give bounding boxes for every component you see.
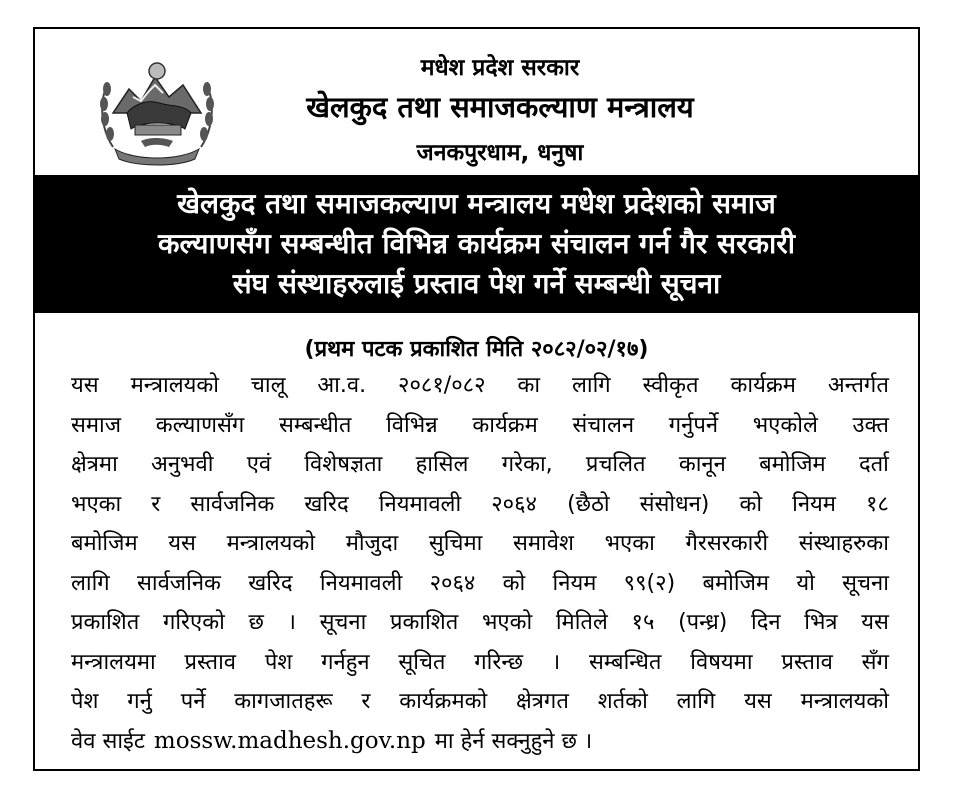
body-word: ९९(२)	[623, 570, 676, 596]
body-word: गरिन्छ	[474, 649, 524, 675]
body-word: गरिएको	[162, 610, 225, 635]
body-word: नियम	[552, 570, 597, 596]
body-word: खरिद	[248, 570, 293, 596]
body-line	[71, 366, 889, 406]
body-word: छ	[248, 610, 264, 635]
body-word: नियम	[792, 491, 836, 517]
body-word: लागि	[676, 689, 716, 714]
body-word: सँग	[861, 649, 889, 675]
body-word: सूचित	[398, 649, 446, 675]
notice-body	[71, 366, 889, 761]
notice-frame	[33, 27, 920, 771]
body-word: हासिल	[415, 452, 469, 477]
body-word: यस	[744, 689, 772, 714]
body-word: सार्वजनिक	[190, 491, 275, 517]
body-word: र	[151, 491, 161, 517]
body-word: संस्थाहरुका	[798, 531, 889, 556]
body-line	[71, 682, 889, 722]
body-word: कल्याणसँग	[155, 412, 245, 438]
body-word: को	[502, 570, 526, 596]
body-word: विषयमा	[690, 649, 753, 675]
body-word: भित्र	[804, 610, 838, 635]
body-word: सम्बन्धित	[589, 649, 662, 675]
body-word: बमोजिम	[759, 452, 826, 477]
body-word: गर्नुपर्ने	[668, 412, 719, 438]
body-word: बमोजिम	[71, 531, 138, 556]
body-word: बमोजिम	[702, 570, 770, 596]
body-word: गैरसरकारी	[685, 531, 769, 556]
notice-title-line: कल्याणसँग सम्बन्धीत विभिन्न कार्यक्रम संचालन गर्न गैर सरकारी	[158, 227, 795, 260]
body-word: भएकोले	[752, 412, 818, 438]
body-word: ।	[287, 610, 296, 635]
body-word: कार्यक्रम	[730, 373, 796, 398]
body-word: सुचिमा	[428, 531, 483, 556]
body-line	[71, 485, 889, 525]
nepal-emblem-icon	[93, 49, 221, 173]
body-word: कागजातहरू	[234, 689, 333, 714]
ministry-location: जनकपुरधाम, धनुषा	[416, 140, 584, 166]
body-word: समाज	[71, 412, 122, 438]
body-line	[71, 603, 889, 643]
body-text: वेव साईट	[71, 728, 145, 754]
body-word: भएका	[71, 491, 122, 517]
notice-title-line: खेलकुद तथा समाजकल्याण मन्त्रालय मधेश प्रदेशको समाज	[177, 187, 776, 220]
body-word: अनुभवी	[151, 452, 214, 477]
body-word: पेश	[71, 689, 99, 714]
body-line	[71, 524, 889, 564]
body-word: का	[517, 373, 541, 398]
ministry-name: खेलकुद तथा समाजकल्याण मन्त्रालय	[306, 90, 694, 124]
body-word: यस	[168, 531, 196, 556]
body-word: विभिन्न	[386, 412, 438, 438]
body-word: दिन	[751, 610, 781, 635]
body-last-line	[71, 722, 889, 762]
body-word: गरेका,	[501, 452, 553, 477]
body-word: (पन्ध्र)	[678, 610, 728, 635]
body-word: कानून	[678, 452, 726, 477]
body-word: दर्ता	[858, 452, 889, 477]
body-word: भएको	[481, 610, 533, 635]
notice-title-banner	[35, 175, 918, 313]
body-word: सार्वजनिक	[137, 570, 221, 596]
body-word: प्रस्ताव	[184, 649, 237, 675]
body-word: सूचना	[842, 570, 889, 596]
body-word: १८	[866, 491, 889, 517]
body-word: यो	[796, 570, 815, 596]
body-word: मितिले	[555, 610, 608, 635]
body-word: लागि	[572, 373, 611, 398]
body-word: मौजुदा	[345, 531, 399, 556]
body-word: पर्ने	[180, 689, 206, 714]
body-word: मन्त्रालयको	[226, 531, 316, 556]
body-word: लागि	[71, 570, 110, 596]
body-word: आ.व.	[317, 373, 367, 398]
body-word: नियमावली	[378, 491, 462, 517]
body-word: नियमावली	[319, 570, 403, 596]
body-word: (छैठो	[567, 491, 610, 517]
body-word: पेश	[264, 649, 293, 675]
notice-title-line: संघ संस्थाहरुलाई प्रस्ताव पेश गर्ने सम्बन्धी सूचना	[232, 267, 721, 300]
body-word: कार्यक्रमको	[399, 689, 488, 714]
body-word: मन्त्रालयमा	[71, 649, 156, 675]
body-text: मा हेर्न सक्नुहुने छ ।	[434, 728, 593, 754]
body-word: सम्बन्धीत	[278, 412, 352, 438]
body-word: एवं	[246, 452, 272, 477]
publication-date: (प्रथम पटक प्रकाशित मिति २०८२/०२/१७)	[304, 337, 649, 362]
body-word: यस	[71, 373, 99, 398]
body-word: अन्तर्गत	[827, 373, 889, 398]
body-line	[71, 406, 889, 446]
body-word: सूचना	[319, 610, 367, 635]
body-word: स्वीकृत	[642, 373, 699, 398]
website-link[interactable]: mossw.madhesh.gov.np	[153, 727, 426, 754]
body-word: समावेश	[513, 531, 574, 556]
body-word: को	[739, 491, 763, 517]
government-name: मधेश प्रदेश सरकार	[420, 55, 580, 81]
body-word: क्षेत्रमा	[71, 452, 118, 477]
body-word: उक्त	[852, 412, 889, 438]
body-word: प्रस्ताव	[781, 649, 833, 675]
body-word: १५	[631, 610, 655, 635]
body-word: २०६४	[429, 570, 476, 596]
body-word: यस	[861, 610, 889, 635]
body-word: प्रकाशित	[389, 610, 459, 635]
body-word: संसोधन)	[639, 491, 710, 517]
body-line	[71, 445, 889, 485]
body-word: प्रकाशित	[71, 610, 140, 635]
body-word: संचालन	[572, 412, 635, 438]
body-line	[71, 564, 889, 604]
body-word: भएका	[604, 531, 655, 556]
body-word: २०८१/०८२	[398, 373, 486, 398]
body-word: मन्त्रालयको	[130, 373, 219, 398]
body-word: कार्यक्रम	[472, 412, 538, 438]
body-word: गर्नु	[127, 689, 152, 714]
body-word: क्षेत्रगत	[516, 689, 569, 714]
body-word: प्रचलित	[585, 452, 646, 477]
body-word: मन्त्रालयको	[800, 689, 889, 714]
body-word: २०६४	[491, 491, 537, 517]
body-word: विशेषज्ञता	[304, 452, 383, 477]
body-word: शर्तको	[597, 689, 648, 714]
body-word: चालू	[250, 373, 286, 398]
body-word: र	[361, 689, 371, 714]
body-word: खरिद	[304, 491, 349, 517]
body-word: गर्नहुन	[321, 649, 370, 675]
body-line	[71, 643, 889, 683]
body-word: ।	[551, 649, 561, 675]
